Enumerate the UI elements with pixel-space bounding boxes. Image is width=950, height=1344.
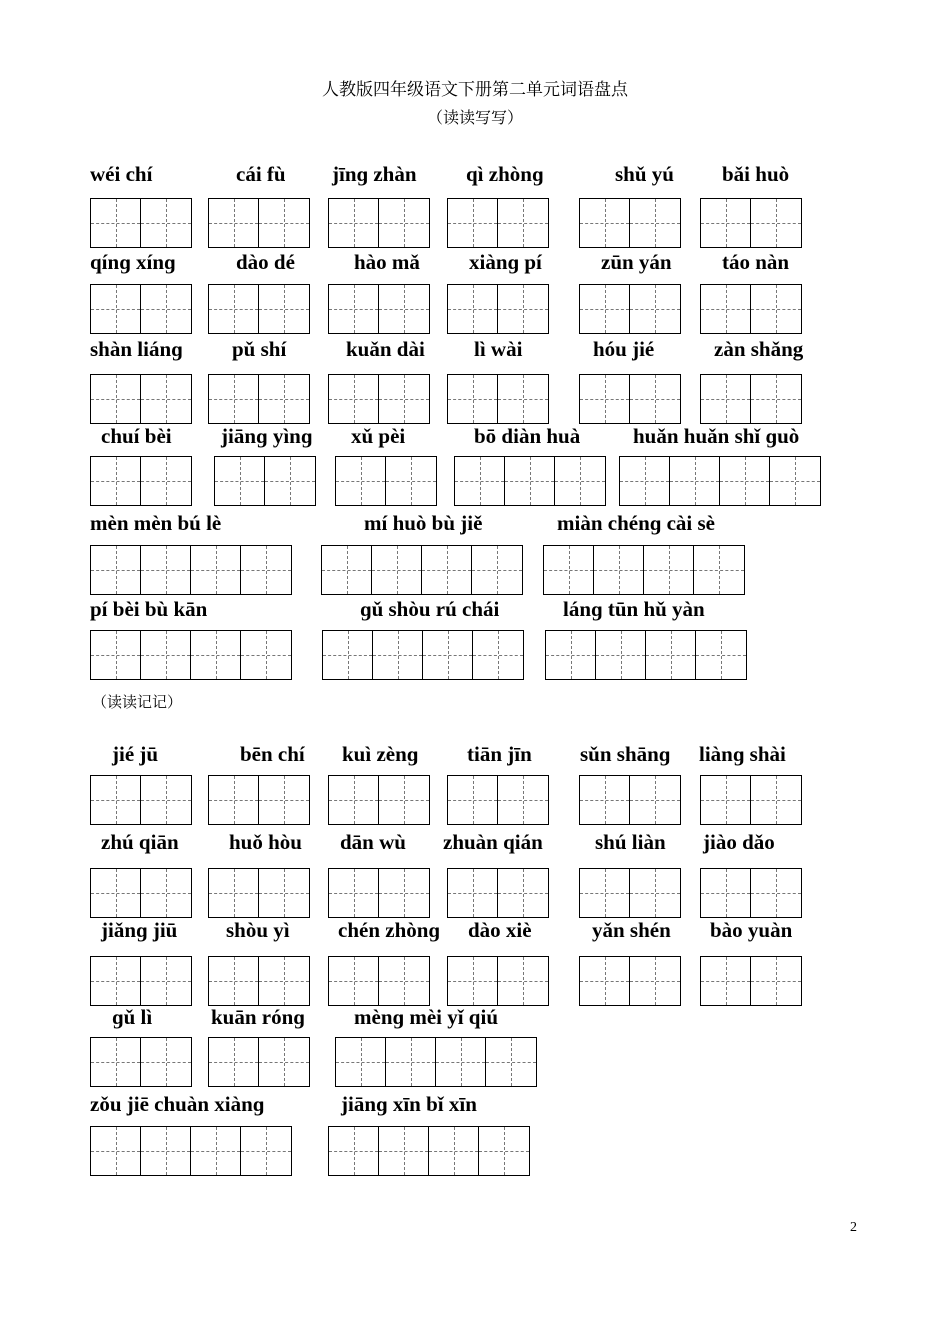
pinyin-label: shǔ yú	[615, 162, 674, 186]
pinyin-label: yǎn shén	[592, 918, 671, 942]
character-cell[interactable]	[770, 457, 820, 505]
character-cell[interactable]	[215, 457, 265, 505]
character-cell[interactable]	[546, 631, 596, 679]
writing-grid[interactable]	[543, 545, 745, 595]
writing-grid[interactable]	[447, 868, 549, 918]
pinyin-label: bō diàn huà	[474, 424, 581, 448]
pinyin-label: pǔ shí	[232, 337, 287, 361]
character-cell[interactable]	[141, 776, 191, 824]
writing-grid[interactable]	[214, 456, 316, 506]
pinyin-label: chén zhònɡ	[338, 918, 441, 942]
character-cell[interactable]	[555, 457, 605, 505]
character-cell[interactable]	[580, 285, 630, 333]
writing-grid[interactable]	[454, 456, 606, 506]
pinyin-label: dān wù	[340, 830, 406, 854]
character-cell[interactable]	[486, 1038, 536, 1086]
pinyin-label: qínɡ xínɡ	[90, 250, 176, 274]
character-cell[interactable]	[701, 375, 751, 423]
character-cell[interactable]	[379, 1127, 429, 1175]
pinyin-label: hóu jié	[593, 337, 655, 361]
character-cell[interactable]	[209, 957, 259, 1005]
writing-grid[interactable]	[545, 630, 747, 680]
character-cell[interactable]	[322, 546, 372, 594]
character-cell[interactable]	[498, 957, 548, 1005]
pinyin-label: zhuàn qián	[443, 830, 543, 854]
character-cell[interactable]	[141, 546, 191, 594]
character-cell[interactable]	[329, 285, 379, 333]
pinyin-label: táo nàn	[722, 250, 790, 274]
pinyin-label: jiānɡ xīn bǐ xīn	[341, 1092, 477, 1116]
pinyin-label: jiào dǎo	[703, 830, 775, 854]
character-cell[interactable]	[329, 1127, 379, 1175]
character-cell[interactable]	[91, 199, 141, 247]
pinyin-label: xiànɡ pí	[469, 250, 542, 274]
character-cell[interactable]	[379, 375, 429, 423]
writing-grid[interactable]	[619, 456, 821, 506]
pinyin-label: bǎi huò	[722, 162, 790, 186]
character-cell[interactable]	[379, 199, 429, 247]
pinyin-label: mènɡ mèi yǐ qiú	[354, 1005, 498, 1029]
pinyin-label: miàn chénɡ cài sè	[557, 511, 715, 535]
page-number: 2	[850, 1220, 857, 1235]
pinyin-label: xǔ pèi	[351, 424, 406, 448]
character-cell[interactable]	[141, 457, 191, 505]
character-cell[interactable]	[91, 1127, 141, 1175]
character-cell[interactable]	[751, 869, 801, 917]
character-cell[interactable]	[379, 869, 429, 917]
pinyin-label: mèn mèn bú lè	[90, 511, 222, 535]
writing-grid[interactable]	[579, 868, 681, 918]
character-cell[interactable]	[580, 869, 630, 917]
writing-grid[interactable]	[90, 1126, 292, 1176]
writing-grid[interactable]	[328, 956, 430, 1006]
writing-grid[interactable]	[328, 868, 430, 918]
writing-grid[interactable]	[700, 775, 802, 825]
character-cell[interactable]	[91, 546, 141, 594]
character-cell[interactable]	[241, 631, 291, 679]
writing-grid[interactable]	[447, 284, 549, 334]
pinyin-label: kuǎn dài	[346, 337, 425, 361]
writing-grid[interactable]	[579, 284, 681, 334]
pinyin-label: jiǎnɡ jiū	[101, 918, 178, 942]
character-cell[interactable]	[91, 869, 141, 917]
writing-grid[interactable]	[579, 374, 681, 424]
writing-grid[interactable]	[700, 374, 802, 424]
character-cell[interactable]	[141, 869, 191, 917]
character-cell[interactable]	[448, 285, 498, 333]
character-cell[interactable]	[751, 375, 801, 423]
pinyin-label: huǎn huǎn shǐ ɡuò	[633, 424, 800, 448]
pinyin-label: cái fù	[236, 162, 286, 186]
character-cell[interactable]	[505, 457, 555, 505]
character-cell[interactable]	[386, 1038, 436, 1086]
character-cell[interactable]	[751, 776, 801, 824]
character-cell[interactable]	[473, 631, 523, 679]
writing-grid[interactable]	[322, 630, 524, 680]
character-cell[interactable]	[580, 375, 630, 423]
character-cell[interactable]	[191, 546, 241, 594]
writing-grid[interactable]	[447, 198, 549, 248]
pinyin-label: shú liàn	[595, 830, 666, 854]
character-cell[interactable]	[329, 375, 379, 423]
pinyin-label: kuì zènɡ	[342, 742, 419, 766]
pinyin-label: dào xiè	[468, 918, 532, 942]
writing-grid[interactable]	[700, 198, 802, 248]
writing-grid[interactable]	[328, 198, 430, 248]
character-cell[interactable]	[644, 546, 694, 594]
character-cell[interactable]	[259, 776, 309, 824]
character-cell[interactable]	[751, 957, 801, 1005]
writing-grid[interactable]	[90, 775, 192, 825]
pinyin-label: chuí bèi	[101, 424, 172, 448]
character-cell[interactable]	[209, 869, 259, 917]
pinyin-label: kuān rónɡ	[211, 1005, 305, 1029]
character-cell[interactable]	[329, 776, 379, 824]
writing-grid[interactable]	[90, 868, 192, 918]
writing-grid[interactable]	[321, 545, 523, 595]
character-cell[interactable]	[580, 957, 630, 1005]
writing-grid[interactable]	[208, 775, 310, 825]
pinyin-label: huǒ hòu	[229, 830, 302, 854]
character-cell[interactable]	[209, 285, 259, 333]
character-cell[interactable]	[701, 776, 751, 824]
character-cell[interactable]	[259, 957, 309, 1005]
character-cell[interactable]	[498, 375, 548, 423]
pinyin-label: shòu yì	[226, 918, 290, 942]
character-cell[interactable]	[373, 631, 423, 679]
pinyin-label: jié jū	[112, 742, 159, 766]
character-cell[interactable]	[386, 457, 436, 505]
character-cell[interactable]	[91, 776, 141, 824]
character-cell[interactable]	[448, 776, 498, 824]
character-cell[interactable]	[580, 776, 630, 824]
character-cell[interactable]	[720, 457, 770, 505]
character-cell[interactable]	[141, 1127, 191, 1175]
character-cell[interactable]	[209, 375, 259, 423]
character-cell[interactable]	[329, 199, 379, 247]
pinyin-label: ɡǔ lì	[112, 1005, 153, 1029]
writing-grid[interactable]	[208, 284, 310, 334]
writing-grid[interactable]	[328, 374, 430, 424]
pinyin-label: qì zhònɡ	[466, 162, 544, 186]
character-cell[interactable]	[448, 957, 498, 1005]
character-cell[interactable]	[423, 631, 473, 679]
character-cell[interactable]	[701, 285, 751, 333]
character-cell[interactable]	[141, 285, 191, 333]
writing-grid[interactable]	[579, 198, 681, 248]
pinyin-label: lì wài	[474, 337, 523, 361]
character-cell[interactable]	[191, 1127, 241, 1175]
character-cell[interactable]	[479, 1127, 529, 1175]
writing-grid[interactable]	[579, 956, 681, 1006]
character-cell[interactable]	[259, 1038, 309, 1086]
pinyin-label: zūn yán	[601, 250, 672, 274]
character-cell[interactable]	[630, 375, 680, 423]
pinyin-label: mí huò bù jiě	[364, 511, 483, 535]
writing-grid[interactable]	[700, 284, 802, 334]
character-cell[interactable]	[498, 199, 548, 247]
writing-grid[interactable]	[90, 284, 192, 334]
character-cell[interactable]	[630, 776, 680, 824]
character-cell[interactable]	[141, 375, 191, 423]
writing-grid[interactable]	[208, 1037, 310, 1087]
writing-grid[interactable]	[208, 374, 310, 424]
pinyin-label: ɡǔ shòu rú chái	[360, 597, 500, 621]
pinyin-label: pí bèi bù kān	[90, 597, 208, 621]
pinyin-label: lánɡ tūn hǔ yàn	[563, 597, 705, 621]
writing-grid[interactable]	[335, 1037, 537, 1087]
pinyin-label: hào mǎ	[354, 250, 420, 274]
pinyin-label: wéi chí	[90, 162, 153, 186]
character-cell[interactable]	[191, 631, 241, 679]
character-cell[interactable]	[91, 631, 141, 679]
character-cell[interactable]	[209, 776, 259, 824]
character-cell[interactable]	[701, 199, 751, 247]
section-label-read-remember: （读读记记）	[92, 693, 183, 711]
pinyin-label: dào dé	[236, 250, 295, 274]
character-cell[interactable]	[141, 1038, 191, 1086]
character-cell[interactable]	[594, 546, 644, 594]
character-cell[interactable]	[701, 869, 751, 917]
character-cell[interactable]	[544, 546, 594, 594]
writing-grid[interactable]	[90, 956, 192, 1006]
writing-grid[interactable]	[700, 956, 802, 1006]
pinyin-label: bào yuàn	[710, 918, 793, 942]
character-cell[interactable]	[498, 869, 548, 917]
character-cell[interactable]	[265, 457, 315, 505]
writing-grid[interactable]	[447, 775, 549, 825]
writing-grid[interactable]	[90, 456, 192, 506]
character-cell[interactable]	[372, 546, 422, 594]
character-cell[interactable]	[630, 285, 680, 333]
character-cell[interactable]	[448, 199, 498, 247]
pinyin-label: shàn liánɡ	[90, 337, 183, 361]
pinyin-label: tiān jīn	[467, 742, 532, 766]
character-cell[interactable]	[336, 1038, 386, 1086]
character-cell[interactable]	[91, 1038, 141, 1086]
writing-grid[interactable]	[700, 868, 802, 918]
character-cell[interactable]	[329, 869, 379, 917]
character-cell[interactable]	[259, 285, 309, 333]
character-cell[interactable]	[422, 546, 472, 594]
pinyin-label: zhú qiān	[101, 830, 179, 854]
writing-grid[interactable]	[335, 456, 437, 506]
character-cell[interactable]	[209, 1038, 259, 1086]
writing-grid[interactable]	[208, 956, 310, 1006]
character-cell[interactable]	[323, 631, 373, 679]
character-cell[interactable]	[91, 285, 141, 333]
writing-grid[interactable]	[90, 374, 192, 424]
character-cell[interactable]	[379, 776, 429, 824]
pinyin-label: zàn shǎng	[714, 337, 804, 361]
writing-grid[interactable]	[90, 630, 292, 680]
writing-grid[interactable]	[208, 868, 310, 918]
character-cell[interactable]	[455, 457, 505, 505]
pinyin-label: bēn chí	[240, 742, 305, 766]
character-cell[interactable]	[696, 631, 746, 679]
writing-grid[interactable]	[90, 198, 192, 248]
writing-grid[interactable]	[90, 1037, 192, 1087]
character-cell[interactable]	[448, 869, 498, 917]
character-cell[interactable]	[329, 957, 379, 1005]
character-cell[interactable]	[580, 199, 630, 247]
pinyin-label: jiānɡ yìnɡ	[221, 424, 313, 448]
character-cell[interactable]	[620, 457, 670, 505]
character-cell[interactable]	[141, 957, 191, 1005]
writing-grid[interactable]	[328, 1126, 530, 1176]
character-cell[interactable]	[241, 546, 291, 594]
character-cell[interactable]	[751, 199, 801, 247]
pinyin-label: zǒu jiē chuàn xiànɡ	[90, 1092, 265, 1116]
character-cell[interactable]	[701, 957, 751, 1005]
character-cell[interactable]	[630, 957, 680, 1005]
character-cell[interactable]	[241, 1127, 291, 1175]
pinyin-label: jīnɡ zhàn	[332, 162, 417, 186]
character-cell[interactable]	[751, 285, 801, 333]
section-label-read-write: （读读写写）	[426, 108, 523, 127]
character-cell[interactable]	[336, 457, 386, 505]
writing-grid[interactable]	[579, 775, 681, 825]
character-cell[interactable]	[141, 199, 191, 247]
character-cell[interactable]	[259, 199, 309, 247]
pinyin-label: liànɡ shài	[699, 742, 786, 766]
writing-grid[interactable]	[328, 775, 430, 825]
writing-grid[interactable]	[328, 284, 430, 334]
character-cell[interactable]	[498, 285, 548, 333]
character-cell[interactable]	[379, 957, 429, 1005]
character-cell[interactable]	[694, 546, 744, 594]
character-cell[interactable]	[91, 457, 141, 505]
character-cell[interactable]	[472, 546, 522, 594]
character-cell[interactable]	[630, 869, 680, 917]
character-cell[interactable]	[259, 869, 309, 917]
character-cell[interactable]	[91, 375, 141, 423]
character-cell[interactable]	[91, 957, 141, 1005]
page-title: 人教版四年级语文下册第二单元词语盘点	[322, 80, 628, 100]
character-cell[interactable]	[429, 1127, 479, 1175]
writing-grid[interactable]	[90, 545, 292, 595]
writing-grid[interactable]	[208, 198, 310, 248]
character-cell[interactable]	[498, 776, 548, 824]
character-cell[interactable]	[646, 631, 696, 679]
character-cell[interactable]	[259, 375, 309, 423]
character-cell[interactable]	[448, 375, 498, 423]
character-cell[interactable]	[436, 1038, 486, 1086]
character-cell[interactable]	[379, 285, 429, 333]
character-cell[interactable]	[596, 631, 646, 679]
character-cell[interactable]	[141, 631, 191, 679]
character-cell[interactable]	[209, 199, 259, 247]
writing-grid[interactable]	[447, 374, 549, 424]
writing-grid[interactable]	[447, 956, 549, 1006]
character-cell[interactable]	[670, 457, 720, 505]
character-cell[interactable]	[630, 199, 680, 247]
pinyin-label: sǔn shānɡ	[580, 742, 671, 766]
